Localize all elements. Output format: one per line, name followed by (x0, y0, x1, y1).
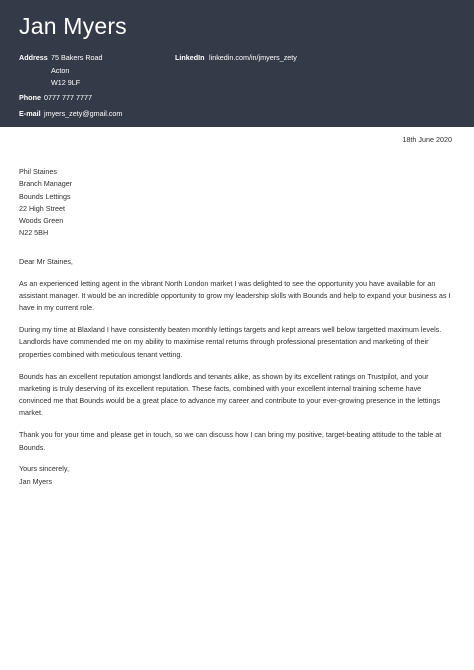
address-line-3: W12 9LF (51, 78, 81, 87)
paragraph: As an experienced letting agent in the vibrant North London market I was delighted to see the opportunity you have available for an assistant manager. It would be an incredible opportunity to grow my leadership skills with Bounds and help to expand your business as I have in my current role. (19, 278, 451, 313)
applicant-name: Jan Myers (19, 13, 127, 39)
address-block (19, 52, 103, 90)
salutation: Dear Mr Staines, (19, 257, 73, 266)
recipient-address (19, 166, 72, 240)
recipient-line: Woods Green (19, 216, 64, 226)
email-address[interactable]: jmyers_zety@gmail.com (44, 109, 123, 118)
address-label: Address (19, 53, 48, 62)
phone-number: 0777 777 7777 (44, 93, 92, 102)
linkedin-url[interactable]: linkedin.com/in/jmyers_zety (209, 53, 297, 62)
email-label: E-mail (19, 109, 41, 118)
recipient-line: Phil Staines (19, 167, 57, 176)
letter-body (19, 256, 455, 488)
header-banner (0, 0, 474, 127)
linkedin-block (175, 52, 297, 65)
address-line-2: Acton (51, 65, 70, 75)
paragraph: Bounds has an excellent reputation amongst landlords and tenants alike, as shown by its excellent ratings on Trustpilot, and your marketing is truly deserving of its excellent reputation. These facts, combined with your excellent internal training scheme have convinced me that Bounds would be a great place to advance my career and contribute to your ever-growing presence in the lettings market. (19, 371, 441, 418)
phone-block (19, 92, 92, 105)
email-block (19, 108, 122, 121)
letter-date: 18th June 2020 (402, 135, 452, 144)
paragraph: Thank you for your time and please get in touch, so we can discuss how I can bring my positive, target-beating attitude to the table at Bounds. (19, 430, 442, 452)
recipient-line: N22 5BH (19, 228, 49, 238)
paragraph: During my time at Blaxland I have consistently beaten monthly lettings targets and kept arrears well below targetted maximum levels. Landlords have commended me on my ability to maximise rental returns through professional presentation and marketing of their properties combined with meticulous tenant vetting. (19, 325, 442, 359)
recipient-line: Branch Manager (19, 179, 73, 189)
phone-label: Phone (19, 93, 41, 102)
recipient-line: 22 High Street (19, 203, 65, 213)
address-line-1: 75 Bakers Road (51, 53, 103, 62)
signature: Jan Myers (19, 476, 53, 486)
recipient-line: Bounds Lettings (19, 191, 71, 201)
linkedin-label: LinkedIn (175, 53, 205, 62)
closing: Yours sincerely, (19, 464, 69, 474)
